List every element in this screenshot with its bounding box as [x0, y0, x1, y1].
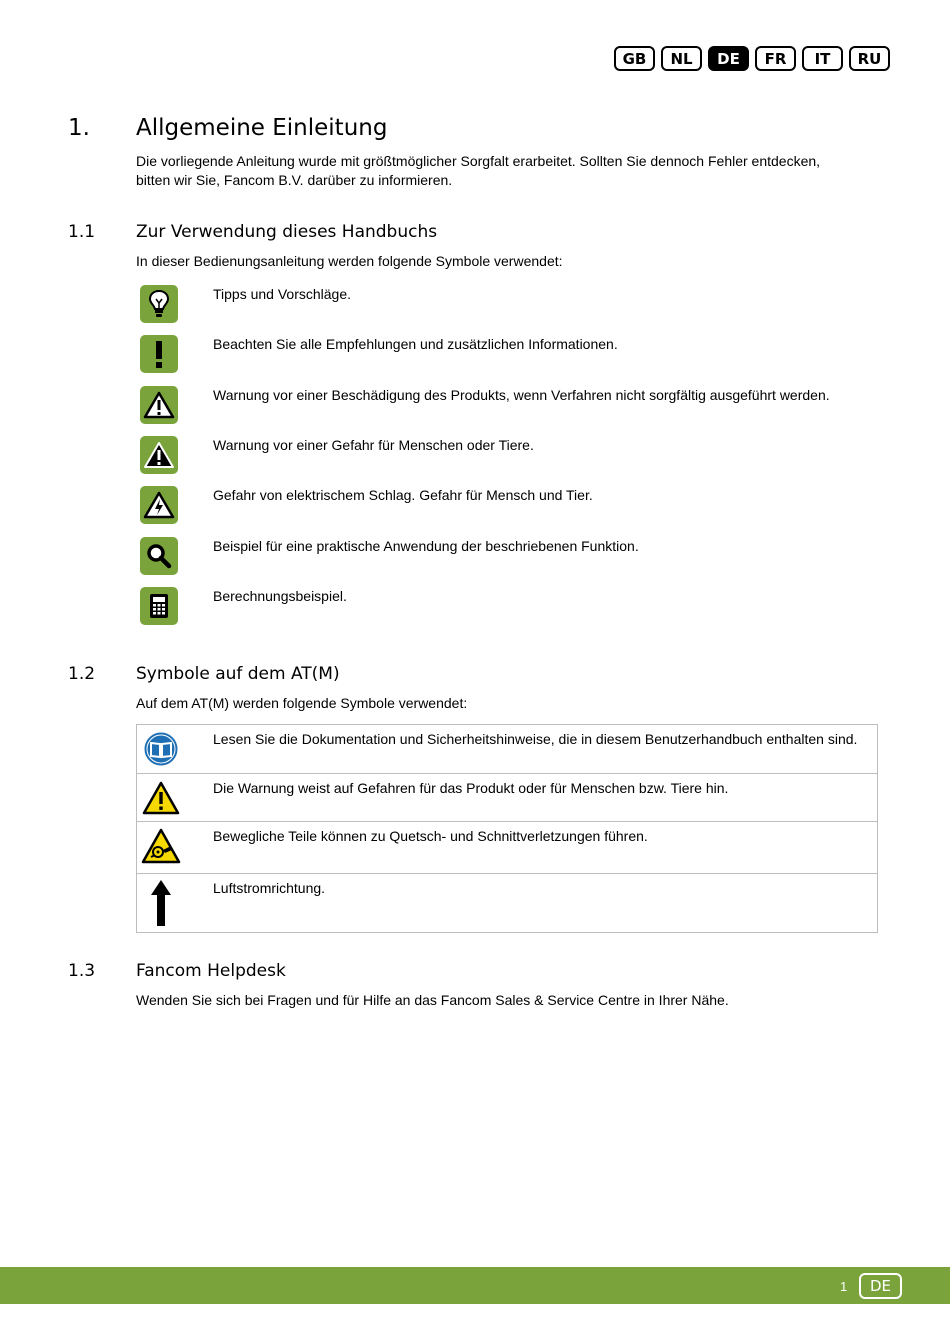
warning-filled-icon — [140, 436, 178, 474]
symbol-text: Beispiel für eine praktische Anwendung der beschriebenen Funktion. — [213, 538, 639, 554]
symbol-text: Warnung vor einer Gefahr für Menschen oder Tiere. — [213, 437, 534, 453]
section-1-text: Die vorliegende Anleitung wurde mit größtmöglicher Sorgfalt erarbeitet. Sollten Sie dennoch Fehler entdecken, bitten wir Sie, Fancom B.V. darüber zu informieren. — [136, 153, 821, 188]
table-row — [137, 822, 877, 874]
lang-tab-gb[interactable]: GB — [614, 46, 655, 71]
table-row — [137, 725, 877, 774]
symbol-text: Warnung vor einer Beschädigung des Produkts, wenn Verfahren nicht sorgfältig ausgeführt werden. — [213, 387, 830, 403]
table-row-text: Bewegliche Teile können zu Quetsch- und Schnittverletzungen führen. — [213, 828, 648, 844]
atm-symbols-table — [136, 724, 878, 933]
symbol-row-calculation — [136, 587, 836, 631]
symbol-row-danger-warning — [136, 436, 836, 480]
footer-language-tab: DE — [859, 1273, 902, 1299]
language-tabs — [614, 46, 890, 71]
table-row — [137, 774, 877, 822]
moving-parts-icon — [141, 826, 181, 866]
section-1-title: Allgemeine Einleitung — [136, 115, 388, 141]
symbol-row-notice — [136, 335, 836, 379]
section-1-3-title: Fancom Helpdesk — [136, 961, 286, 981]
symbol-row-product-warning — [136, 386, 836, 430]
section-1-2-title: Symbole auf dem AT(M) — [136, 664, 340, 684]
section-1-1-intro: In dieser Bedienungsanleitung werden folgende Symbole verwendet: — [136, 253, 563, 269]
yellow-warning-icon — [141, 778, 181, 818]
table-row-text: Lesen Sie die Dokumentation und Sicherheitshinweise, die in diesem Benutzerhandbuch enthalten sind. — [213, 731, 858, 747]
read-manual-icon — [141, 729, 181, 769]
section-1-3-text: Wenden Sie sich bei Fragen und für Hilfe an das Fancom Sales & Service Centre in Ihrer Nähe. — [136, 992, 729, 1008]
calculator-icon — [140, 587, 178, 625]
lang-tab-it[interactable]: IT — [802, 46, 843, 71]
table-row-text: Luftstromrichtung. — [213, 880, 326, 896]
lightbulb-icon — [140, 285, 178, 323]
section-1-2-number: 1.2 — [68, 664, 96, 684]
section-1-2-intro: Auf dem AT(M) werden folgende Symbole verwendet: — [136, 695, 468, 711]
section-1-number: 1. — [68, 115, 90, 141]
lang-tab-de[interactable]: DE — [708, 46, 749, 71]
symbol-text: Gefahr von elektrischem Schlag. Gefahr für Mensch und Tier. — [213, 487, 593, 503]
symbol-text: Beachten Sie alle Empfehlungen und zusätzlichen Informationen. — [213, 336, 618, 352]
symbol-row-tips — [136, 285, 836, 329]
footer-band — [0, 1267, 950, 1304]
symbol-text: Tipps und Vorschläge. — [213, 286, 352, 302]
section-1-1-number: 1.1 — [68, 222, 96, 242]
symbol-row-example — [136, 537, 836, 581]
warning-outline-icon — [140, 386, 178, 424]
table-row-text: Die Warnung weist auf Gefahren für das Produkt oder für Menschen bzw. Tiere hin. — [213, 780, 729, 796]
magnifier-icon — [140, 537, 178, 575]
airflow-arrow-icon — [141, 878, 181, 928]
lang-tab-ru[interactable]: RU — [849, 46, 890, 71]
section-1-3-number: 1.3 — [68, 961, 96, 981]
table-row — [137, 874, 877, 932]
lang-tab-fr[interactable]: FR — [755, 46, 796, 71]
section-1-1-title: Zur Verwendung dieses Handbuchs — [136, 222, 438, 242]
lang-tab-nl[interactable]: NL — [661, 46, 702, 71]
page-number: 1 — [840, 1279, 848, 1294]
electric-shock-icon — [140, 486, 178, 524]
symbol-row-electric — [136, 486, 836, 530]
exclamation-icon — [140, 335, 178, 373]
symbol-text: Berechnungsbeispiel. — [213, 588, 347, 604]
